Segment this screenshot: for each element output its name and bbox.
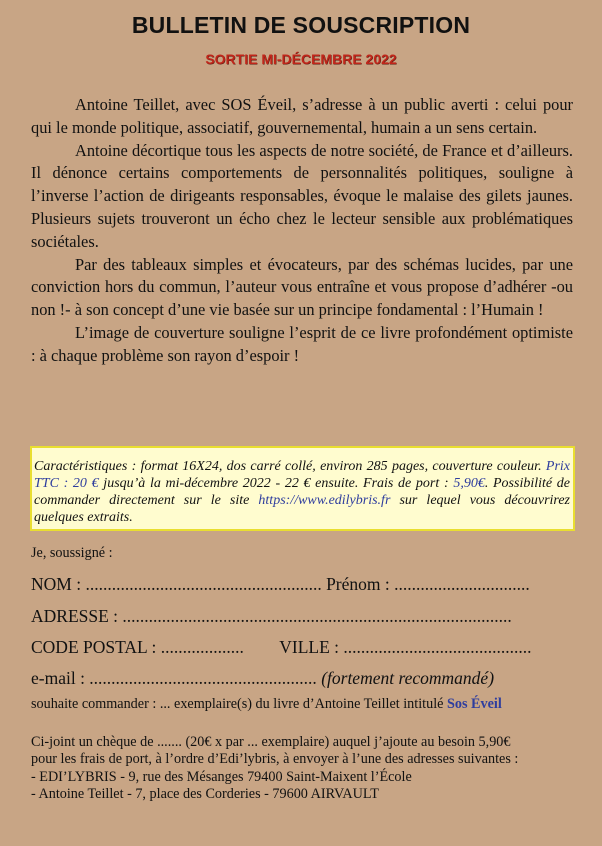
undersigned-label: Je, soussigné : xyxy=(31,545,113,561)
price-details: jusqu’à la mi-décembre 2022 - 22 € ensuite. Frais de port : xyxy=(98,476,454,491)
payment-line-2: pour les frais de port, à l’ordre d’Edi’lybris, à envoyer à l’une des adresses suivantes : xyxy=(31,751,519,768)
paragraph-analysis: Antoine décortique tous les aspects de notre société, de France et d’ailleurs. Il dénonce certains comportements de personnalités politiques, souligne à l’inverse l’action de dirigeants responsables, évoque le malaise des gilets jaunes. Plusieurs sujets trouveront un écho chez le lecteur sensible aux problématiques sociétales. xyxy=(31,140,573,251)
book-title: Sos Éveil xyxy=(446,696,502,712)
description-body xyxy=(31,94,573,368)
paragraph-concept: Par des tableaux simples et évocateurs, par des schémas lucides, par une conviction hors du commun, l’auteur vous entraîne et vous propose d’adhérer -ou non !- à son concept d’une vie basée sur un principe fondamental : l’Humain ! xyxy=(31,254,573,320)
website-link[interactable]: https://www.edilybris.fr xyxy=(258,493,391,508)
paragraph-intro: Antoine Teillet, avec SOS Éveil, s’adresse à un public averti : celui pour qui le monde politique, associatif, gouvernemental, humain a un sens certain. xyxy=(31,95,573,137)
order-outro: sur lequel vous découvrirez quelques extraits. xyxy=(34,493,570,525)
email-row xyxy=(31,668,494,689)
characteristics-box xyxy=(30,446,575,531)
order-row xyxy=(31,696,502,713)
mailing-address-edilybris: - EDI’LYBRIS - 9, rue des Mésanges 79400 Saint-Maixent l’École xyxy=(31,768,412,785)
shipping-value: 5,90€ xyxy=(453,476,485,491)
email-field[interactable]: e-mail : .................................................... xyxy=(31,668,322,688)
name-field[interactable]: NOM : ...................................................... Prénom : ............................... xyxy=(31,574,530,594)
release-date-subtitle: SORTIE MI-DÉCEMBRE 2022 xyxy=(205,51,397,67)
postal-city-row xyxy=(31,637,532,658)
postal-code-field[interactable]: CODE POSTAL : ................... xyxy=(31,637,244,657)
payment-line-1: Ci-joint un chèque de ....... (20€ x par ... exemplaire) auquel j’ajoute au besoin 5,90€ xyxy=(31,734,511,750)
paragraph-cover: L’image de couverture souligne l’esprit de ce livre profondément optimiste : à chaque problème son rayon d’espoir ! xyxy=(31,322,573,365)
page-title: BULLETIN DE SOUSCRIPTION xyxy=(131,12,471,38)
city-field[interactable]: VILLE : ........................................... xyxy=(279,637,532,657)
order-text: souhaite commander : ... exemplaire(s) du livre d’Antoine Teillet intitulé xyxy=(31,696,447,712)
characteristics-text: Caractéristiques : format 16X24, dos carré collé, environ 285 pages, couverture couleur. xyxy=(34,459,542,474)
address-field[interactable]: ADRESSE : ......................................................................................... xyxy=(31,606,512,626)
email-note: (fortement recommandé) xyxy=(321,668,495,688)
price-label: Prix TTC : 20 € xyxy=(34,459,571,491)
payment-instructions xyxy=(31,734,576,804)
order-intro: . Possibilité de commander directement sur le site xyxy=(34,476,570,508)
mailing-address-author: - Antoine Teillet - 7, place des Corderies - 79600 AIRVAULT xyxy=(31,786,379,803)
